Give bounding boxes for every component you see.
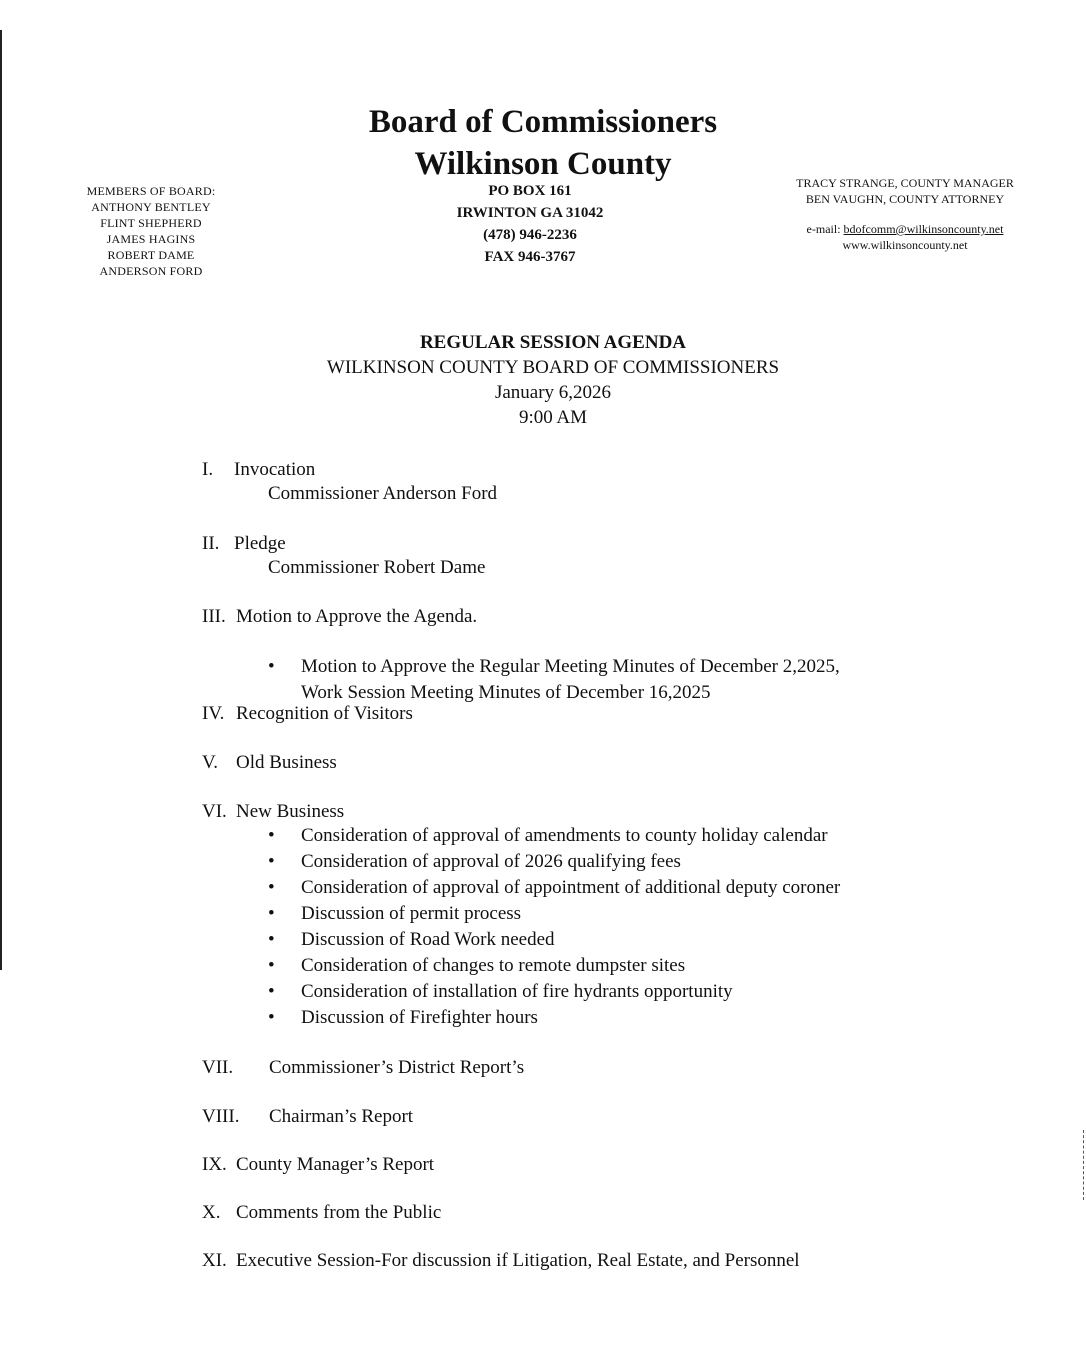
item-number: II. bbox=[202, 533, 220, 554]
email-line bbox=[760, 221, 1050, 237]
county-title: Wilkinson County bbox=[414, 146, 672, 182]
agenda-title: REGULAR SESSION AGENDA bbox=[419, 332, 687, 353]
county-manager: TRACY STRANGE, COUNTY MANAGER bbox=[796, 176, 1014, 190]
agenda-item-executive-session bbox=[202, 1249, 800, 1273]
member: ANDERSON FORD bbox=[99, 264, 203, 278]
item-number: X. bbox=[202, 1202, 221, 1223]
agenda-item-approve-agenda bbox=[202, 605, 477, 629]
county-attorney: BEN VAUGHN, COUNTY ATTORNEY bbox=[805, 192, 1005, 206]
member: JAMES HAGINS bbox=[106, 232, 196, 246]
item-label: Motion to Approve the Agenda. bbox=[236, 606, 478, 627]
contact-block bbox=[380, 180, 680, 268]
member: ANTHONY BENTLEY bbox=[91, 200, 211, 214]
item-label: Chairman’s Report bbox=[269, 1106, 414, 1127]
board-title: Board of Commissioners bbox=[368, 104, 718, 140]
item-number: I. bbox=[202, 459, 214, 480]
item-number: IX. bbox=[202, 1154, 227, 1175]
item-label: Comments from the Public bbox=[236, 1202, 442, 1223]
list-item: • Consideration of installation of fire hydrants opportunity bbox=[268, 979, 840, 1005]
item-number: III. bbox=[202, 606, 226, 627]
item-number: V. bbox=[202, 752, 219, 773]
agenda-item-new-business bbox=[202, 800, 344, 824]
city-address: IRWINTON GA 31042 bbox=[456, 205, 604, 221]
agenda-item-old-business bbox=[202, 751, 337, 775]
item-number: XI. bbox=[202, 1250, 227, 1271]
fax: FAX 946-3767 bbox=[484, 249, 576, 265]
agenda-header bbox=[0, 330, 1086, 430]
item-label: Pledge bbox=[234, 533, 286, 554]
email-prefix: e-mail: bbox=[806, 222, 844, 236]
item-number: VI. bbox=[202, 801, 227, 822]
po-box: PO BOX 161 bbox=[488, 183, 572, 199]
list-item: • Consideration of approval of appointment of additional deputy coroner bbox=[268, 875, 840, 901]
list-item: • Consideration of approval of 2026 qualifying fees bbox=[268, 849, 840, 875]
bullet-line-1: Motion to Approve the Regular Meeting Minutes of December 2,2025, bbox=[301, 656, 840, 677]
bullet-line-2: Work Session Meeting Minutes of December 16,2025 bbox=[301, 682, 711, 703]
agenda-item-invocation bbox=[202, 458, 315, 482]
new-business-list bbox=[268, 823, 840, 1031]
scan-edge-right bbox=[1082, 1130, 1084, 1200]
phone: (478) 946-2236 bbox=[483, 227, 577, 243]
item-label: Invocation bbox=[234, 459, 316, 480]
agenda-item-visitors bbox=[202, 702, 413, 726]
email-link[interactable]: bdofcomm@wilkinsoncounty.net bbox=[843, 222, 1004, 236]
item-number: IV. bbox=[202, 703, 225, 724]
list-item: • Consideration of changes to remote dumpster sites bbox=[268, 953, 840, 979]
item-label: Recognition of Visitors bbox=[236, 703, 413, 724]
staff-block bbox=[760, 175, 1050, 253]
item-label: County Manager’s Report bbox=[236, 1154, 435, 1175]
item-label: New Business bbox=[236, 801, 345, 822]
list-item: • Discussion of Firefighter hours bbox=[268, 1005, 840, 1031]
minutes-bullet bbox=[268, 654, 840, 706]
agenda-item-district-reports bbox=[202, 1056, 524, 1080]
agenda-time: 9:00 AM bbox=[518, 407, 588, 428]
members-label: MEMBERS OF BOARD: bbox=[86, 184, 216, 198]
item-number: VII. bbox=[202, 1057, 234, 1078]
agenda-item-manager-report bbox=[202, 1153, 434, 1177]
list-item: • Discussion of Road Work needed bbox=[268, 927, 840, 953]
list-item: • Discussion of permit process bbox=[268, 901, 840, 927]
agenda-item-pledge bbox=[202, 532, 286, 556]
board-members bbox=[40, 183, 262, 279]
item-label: Commissioner’s District Report’s bbox=[269, 1057, 525, 1078]
agenda-item-public-comments bbox=[202, 1201, 441, 1225]
agenda-date: January 6,2026 bbox=[494, 382, 612, 403]
agenda-board: WILKINSON COUNTY BOARD OF COMMISSIONERS bbox=[326, 357, 780, 378]
item-label: Executive Session-For discussion if Litigation, Real Estate, and Personnel bbox=[236, 1250, 800, 1271]
member: FLINT SHEPHERD bbox=[100, 216, 202, 230]
list-item: • Consideration of approval of amendments to county holiday calendar bbox=[268, 823, 840, 849]
list-item bbox=[268, 654, 840, 706]
item-label: Old Business bbox=[236, 752, 337, 773]
item-detail: Commissioner Robert Dame bbox=[268, 557, 486, 578]
item-number: VIII. bbox=[202, 1106, 240, 1127]
website[interactable]: www.wilkinsoncounty.net bbox=[842, 238, 968, 252]
member: ROBERT DAME bbox=[107, 248, 195, 262]
item-detail: Commissioner Anderson Ford bbox=[268, 483, 498, 504]
agenda-item-chairman-report bbox=[202, 1105, 413, 1129]
